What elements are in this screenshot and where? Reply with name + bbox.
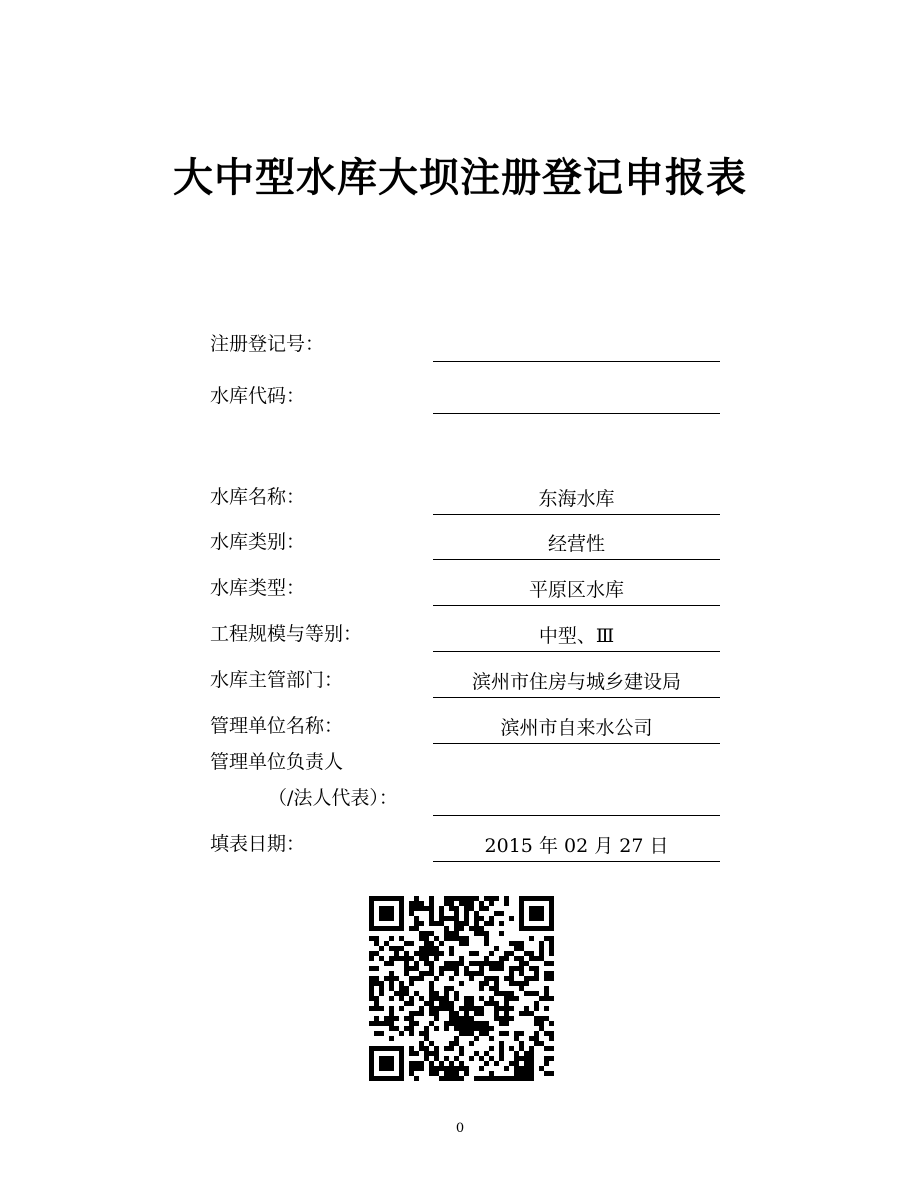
field-value: 平原区水库 bbox=[433, 575, 720, 606]
field-value: 滨州市自来水公司 bbox=[433, 713, 720, 744]
field-value bbox=[433, 331, 720, 362]
field-label: 水库代码： bbox=[210, 385, 306, 407]
field-value: 东海水库 bbox=[433, 484, 720, 515]
document-title: 大中型水库大坝注册登记申报表 bbox=[173, 154, 747, 201]
field-label: （/法人代表）： bbox=[268, 787, 398, 809]
field-authority bbox=[210, 658, 730, 698]
field-value: 2015 年 02 月 27 日 bbox=[433, 831, 720, 862]
field-label: 管理单位名称： bbox=[210, 715, 344, 737]
field-label: 水库主管部门： bbox=[210, 669, 344, 691]
field-value: 经营性 bbox=[433, 529, 720, 560]
field-value bbox=[433, 785, 720, 816]
field-reservoir-name bbox=[210, 475, 730, 515]
field-reservoir-category bbox=[210, 520, 730, 560]
field-unit-head-line1 bbox=[210, 740, 730, 780]
field-value bbox=[433, 383, 720, 414]
field-label: 水库类型： bbox=[210, 577, 306, 599]
field-label: 注册登记号： bbox=[210, 333, 325, 355]
field-value: 滨州市住房与城乡建设局 bbox=[433, 667, 720, 698]
field-label: 工程规模与等别： bbox=[210, 623, 363, 645]
field-project-scale bbox=[210, 612, 730, 652]
field-label: 填表日期： bbox=[210, 833, 306, 855]
field-label: 水库名称： bbox=[210, 486, 306, 508]
page-number: 0 bbox=[455, 1121, 465, 1136]
field-unit-head bbox=[210, 776, 730, 816]
qr-code-icon bbox=[369, 896, 554, 1081]
field-value: 中型、Ⅲ bbox=[433, 621, 720, 652]
field-registration-number bbox=[210, 322, 730, 362]
field-reservoir-type bbox=[210, 566, 730, 606]
field-management-unit bbox=[210, 704, 730, 744]
field-reservoir-code bbox=[210, 374, 730, 414]
field-fill-date bbox=[210, 822, 730, 862]
field-label: 水库类别： bbox=[210, 531, 306, 553]
field-label: 管理单位负责人 bbox=[210, 751, 344, 773]
